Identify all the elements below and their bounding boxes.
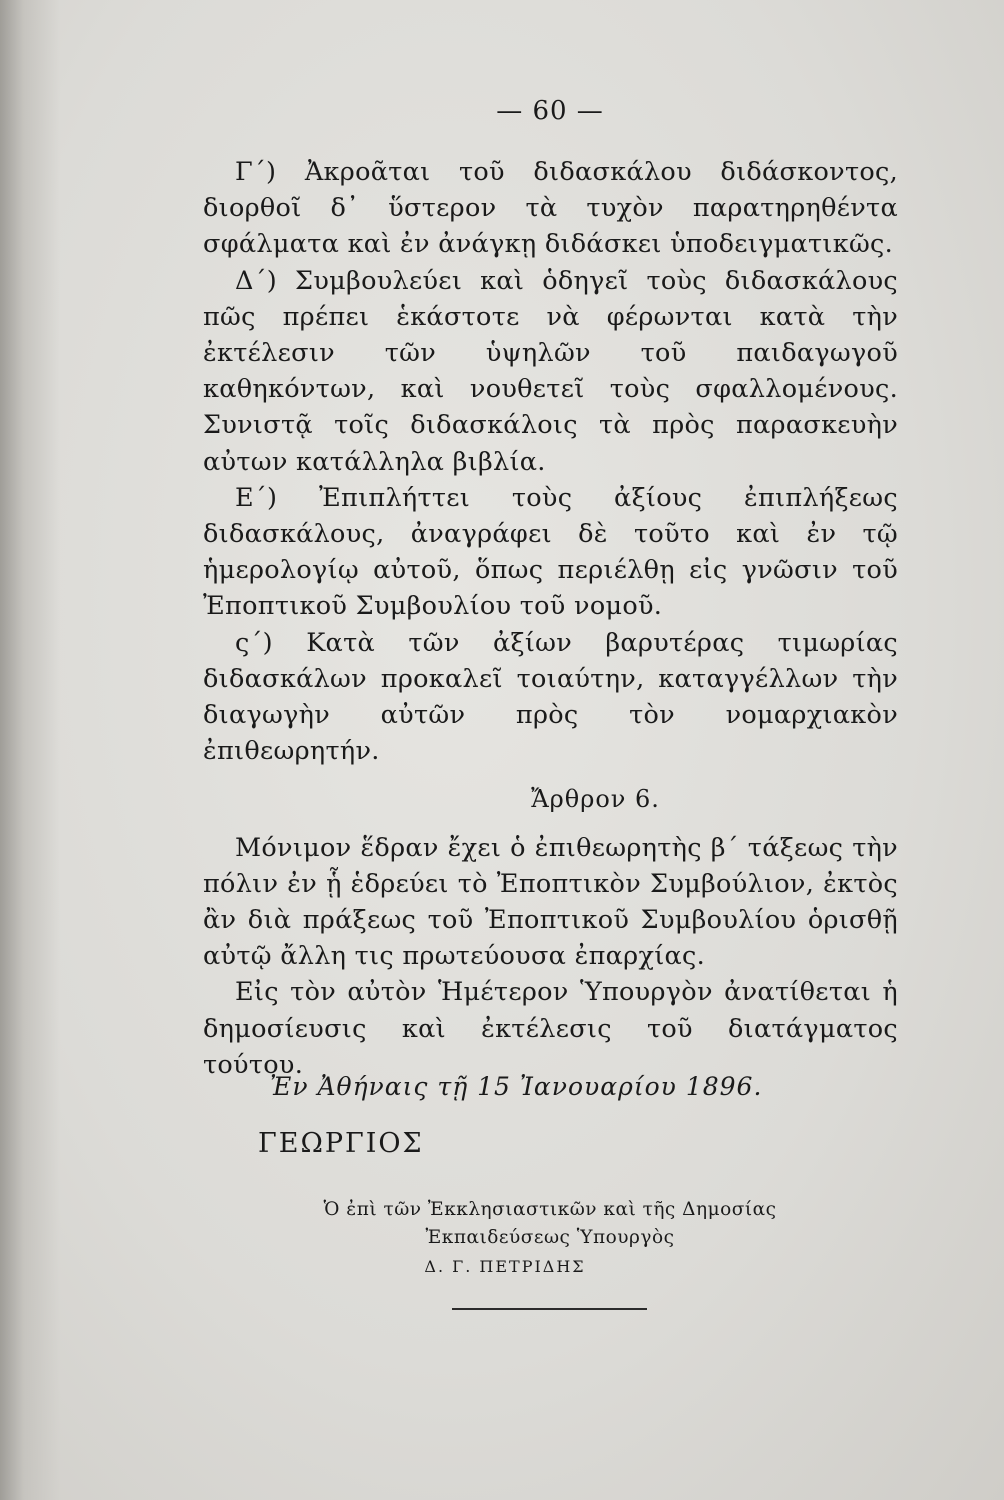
king-signature: ΓΕΩΡΓΙΟΣ: [258, 1128, 424, 1159]
body-text: [203, 154, 898, 1083]
binding-shadow: [0, 0, 60, 1500]
minister-name: Δ. Γ. ΠΕΤΡΙΔΗΣ: [424, 1257, 586, 1276]
article-heading: Ἄρθρον 6.: [531, 785, 660, 814]
minister-title-line-1: Ὁ ἐπὶ τῶν Ἐκκλησιαστικῶν καὶ τῆς Δημοσίας: [323, 1199, 777, 1220]
paragraph-stigma: ς΄) Κατὰ τῶν ἀξίων βαρυτέρας τιμωρίας διδασκάλων προκαλεῖ τοιαύτην, καταγγέλλων τὴν διαγωγὴν αὐτῶν πρὸς τὸν νομαρχιακὸν ἐπιθεωρητήν.: [203, 627, 898, 767]
end-rule: [452, 1308, 647, 1310]
page-number: — 60 —: [496, 96, 604, 126]
paragraph-epsilon: Ε΄) Ἐπιπλήττει τοὺς ἀξίους ἐπιπλήξεως διδασκάλους, ἀναγράφει δὲ τοῦτο καὶ ἐν τῷ ἡμερολογίῳ αὐτοῦ, ὅπως περιέλθῃ εἰς γνῶσιν τοῦ Ἐποπτικοῦ Συμβουλίου τοῦ νομοῦ.: [203, 482, 898, 622]
minister-title-line-2: Ἐκπαιδεύσεως Ὑπουργὸς: [425, 1227, 675, 1248]
article-paragraph-2: Εἰς τὸν αὐτὸν Ἡμέτερον Ὑπουργὸν ἀνατίθεται ἡ δημοσίευσις καὶ ἐκτέλεσις τοῦ διατάγματος τούτου.: [203, 977, 898, 1080]
minister-title: [270, 1196, 830, 1252]
paragraph-gamma: Γ΄) Ἀκροᾶται τοῦ διδασκάλου διδάσκοντος, διορθοῖ δ᾽ ὕστερον τὰ τυχὸν παρατηρηθέντα σφάλματα καὶ ἐν ἀνάγκῃ διδάσκει ὑποδειγματικῶς.: [203, 157, 898, 260]
article-paragraph-1: Μόνιμον ἕδραν ἔχει ὁ ἐπιθεωρητὴς β΄ τάξεως τὴν πόλιν ἐν ᾗ ἑδρεύει τὸ Ἐποπτικὸν Συμβούλιον, ἐκτὸς ἂν διὰ πράξεως τοῦ Ἐποπτικοῦ Συμβουλίου ὁρισθῇ αὐτῷ ἄλλη τις πρωτεύουσα ἐπαρχίας.: [203, 832, 898, 972]
paragraph-delta: Δ΄) Συμβουλεύει καὶ ὁδηγεῖ τοὺς διδασκάλους πῶς πρέπει ἑκάστοτε νὰ φέρωνται κατὰ τὴν ἐκτέλεσιν τῶν ὑψηλῶν τοῦ παιδαγωγοῦ καθηκόντων, καὶ νουθετεῖ τοὺς σφαλλομένους. Συνιστᾷ τοῖς διδασκάλοις τὰ πρὸς παρασκευὴν αὐτων κατάλληλα βιβλία.: [203, 265, 898, 477]
date-line: Ἐν Ἀθήναις τῇ 15 Ἰανουαρίου 1896.: [270, 1072, 763, 1101]
